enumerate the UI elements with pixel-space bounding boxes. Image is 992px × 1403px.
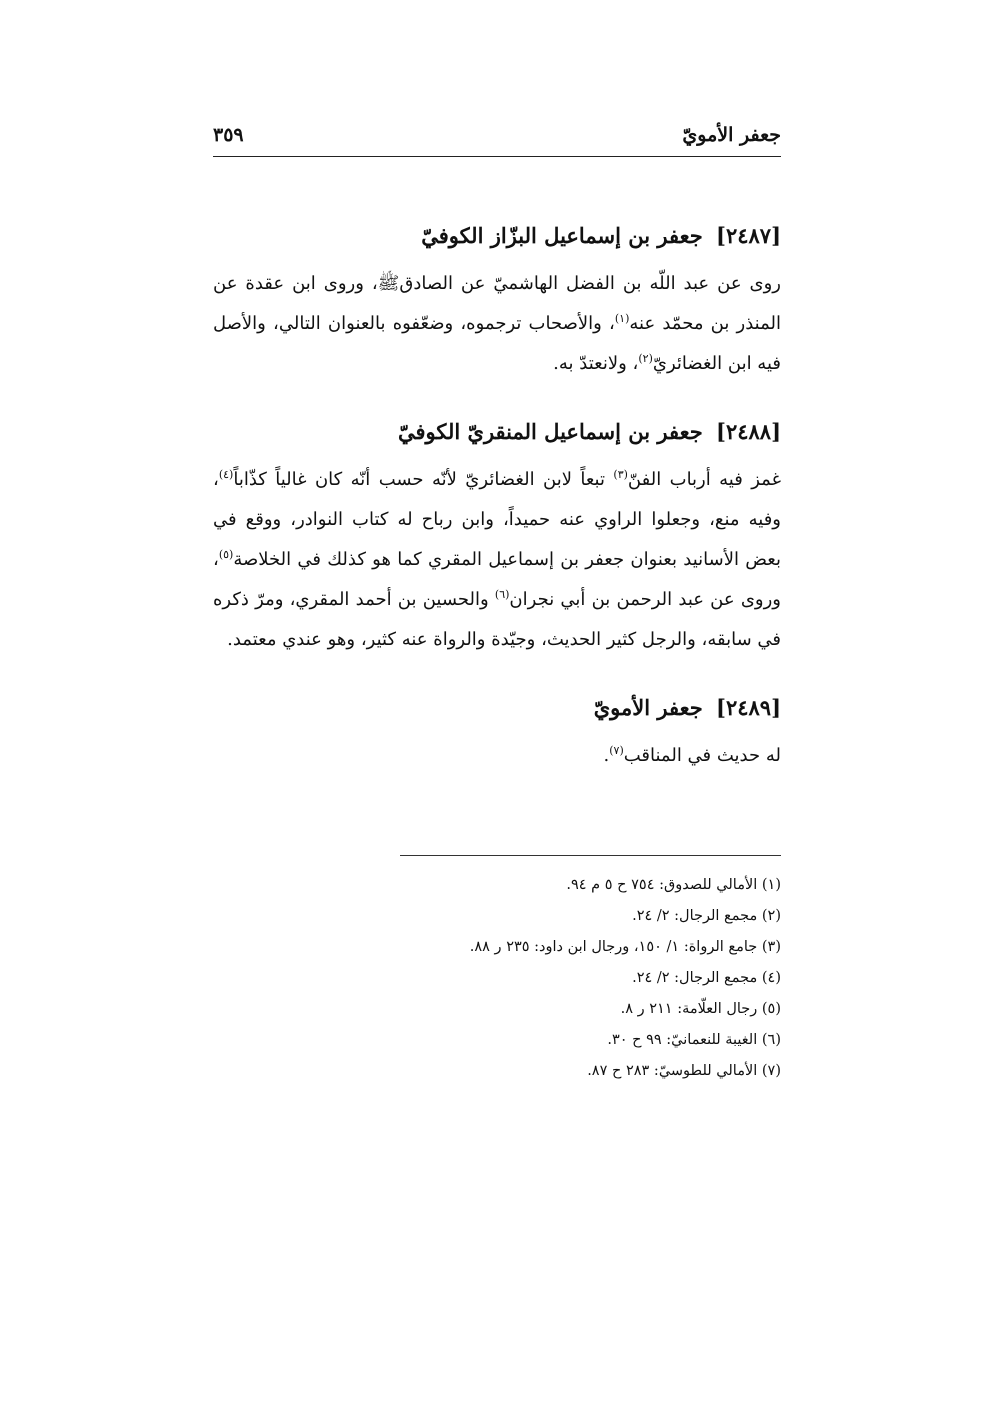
text-run: والحسين بن أحمد المقري، ومرّ ذكره في سابقه، والرجل كثير الحديث، وجيّدة والرواة عنه كثير، وهو عندي معتمد. [213, 589, 781, 650]
text-run: ، والأصحاب ترجموه، وضعّفوه بالعنوان التالي، والأصل فيه ابن الغضائريّ [213, 313, 781, 374]
footnote: (٧) الأمالي للطوسيّ: ٢٨٣ ح ٨٧. [587, 1063, 781, 1079]
entry-heading [213, 690, 781, 726]
entry-text [213, 736, 781, 776]
entry-title: جعفر بن إسماعيل البزّاز الكوفيّ [421, 223, 703, 248]
footnote-ref[interactable]: (٢) [638, 352, 653, 365]
footnote-ref[interactable]: (٣) [613, 468, 628, 481]
entry-number: [٢٤٨٧] [716, 223, 781, 248]
text-run: له حديث في المناقب [623, 745, 781, 766]
footnotes [213, 870, 781, 1087]
text-run: . [603, 745, 610, 766]
text-run: روى عن عبد اللّه بن الفضل الهاشميّ عن الصادق [399, 273, 781, 294]
text-run: تبعاً لابن الغضائريّ لأنّه حسب أنّه كان غالياً كذّاباً [233, 469, 614, 490]
text-run: ، وروى ابن عقدة عن المنذر بن محمّد عنه [213, 273, 781, 334]
footnote: (٢) مجمع الرجال: ٢/ ٢٤. [632, 908, 781, 924]
running-title: جعفر الأمويّ [682, 124, 781, 146]
text-run: ، وفيه منع، وجعلوا الراوي عنه حميداً، وابن رباح له كتاب النوادر، ووقع في بعض الأسانيد بعنوان جعفر بن إسماعيل المقري كما هو كذلك في الخلاصة [213, 469, 781, 570]
footnote: (١) الأمالي للصدوق: ٧٥٤ ح ٥ م ٩٤. [566, 877, 781, 893]
footnote-ref[interactable]: (٤) [218, 468, 234, 481]
footnote-ref[interactable]: (٦) [494, 588, 510, 601]
footnote-separator [400, 855, 781, 856]
entry-text [213, 460, 781, 660]
entry-number: [٢٤٨٩] [716, 695, 781, 720]
main-text [213, 218, 781, 806]
footnote-ref[interactable]: (٥) [218, 548, 234, 561]
page-number: ٣٥٩ [213, 124, 244, 146]
text-run: ، ولانعتدّ به. [553, 353, 639, 374]
footnote-ref[interactable]: (٧) [609, 744, 624, 757]
entry-title: جعفر بن إسماعيل المنقريّ الكوفيّ [397, 419, 703, 444]
honorific-symbol: ﷺ [377, 273, 400, 294]
page-header [213, 122, 781, 157]
entry-number: [٢٤٨٨] [716, 419, 781, 444]
footnote: (٤) مجمع الرجال: ٢/ ٢٤. [632, 970, 781, 986]
text-run: غمز فيه أرباب الفنّ [627, 469, 782, 490]
footnote: (٣) جامع الرواة: ١/ ١٥٠، ورجال ابن داود: ٢٣٥ ر ٨٨. [469, 939, 781, 955]
text-run: ، وروى عن عبد الرحمن بن أبي نجران [213, 549, 781, 610]
entry-2488 [213, 414, 781, 660]
entry-heading [213, 218, 781, 254]
entry-2489 [213, 690, 781, 776]
footnote-ref[interactable]: (١) [614, 312, 630, 325]
entry-text [213, 264, 781, 384]
entry-heading [213, 414, 781, 450]
footnote: (٦) الغيبة للنعمانيّ: ٩٩ ح ٣٠. [607, 1032, 781, 1048]
footnote: (٥) رجال العلّامة: ٢١١ ر ٨. [620, 1001, 781, 1017]
entry-2487 [213, 218, 781, 384]
entry-title: جعفر الأمويّ [593, 695, 703, 720]
